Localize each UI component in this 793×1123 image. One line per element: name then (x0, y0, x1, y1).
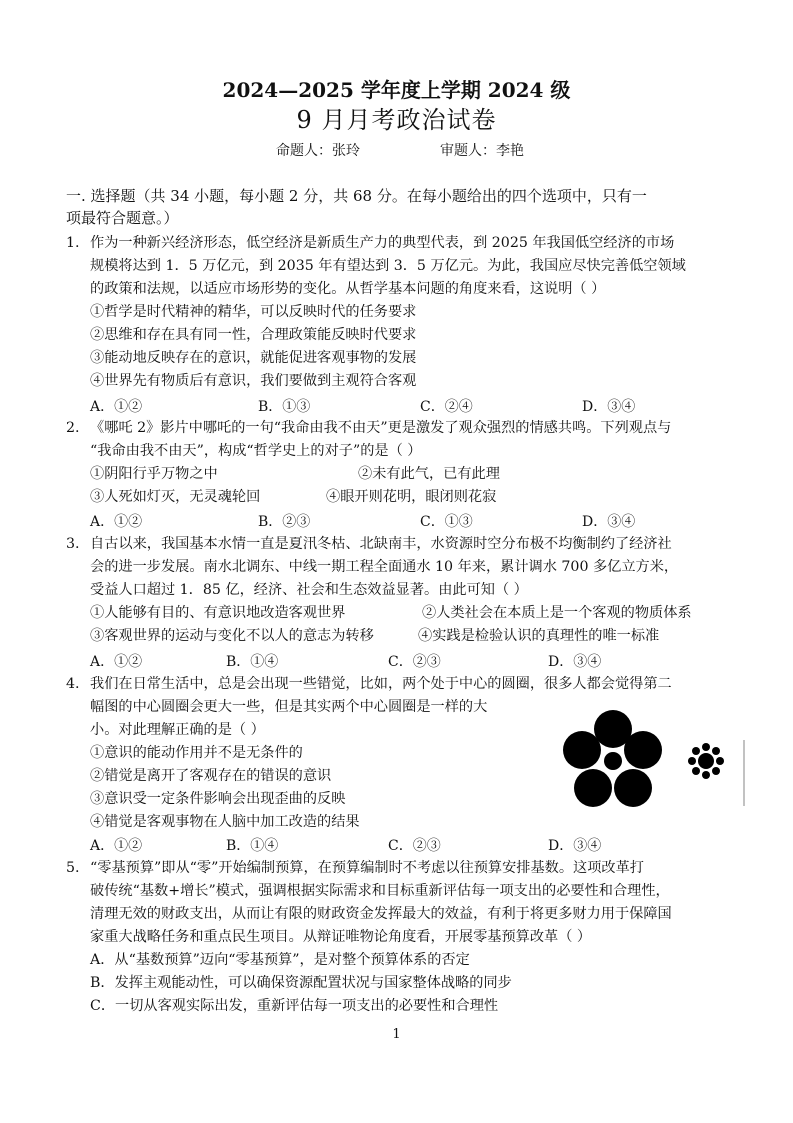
question-number: 3. (66, 536, 80, 552)
q3-stem-line: 会的进一步发展。南水北调东、中线一期工程全面通水 10 年来，累计调水 700 多亿立方米， (90, 559, 679, 575)
q5-stem-line: 破传统“基数+增长”模式，强调根据实际需求和目标重新评估每一项支出的必要性和合理性， (90, 883, 670, 899)
q3-statement: ②人类社会在本质上是一个客观的物质体系 (422, 605, 692, 621)
q1-statement: ③能动地反映存在的意识，就能促进客观事物的发展 (90, 350, 417, 366)
q3-option-d: D．③④ (548, 654, 602, 670)
question-number: 1. (66, 235, 80, 251)
q1-option-b: B．①③ (258, 399, 311, 415)
q3-option-a: A．①② (90, 654, 143, 670)
q1-stem-line: 的政策和法规，以适应市场形势的变化。从哲学基本问题的角度来看，这说明（ ） (90, 281, 606, 297)
q1-statement: ①哲学是时代精神的精华，可以反映时代的任务要求 (90, 304, 417, 320)
q3-statement: ①人能够有目的、有意识地改造客观世界 (90, 605, 346, 621)
q2-option-c: C．①③ (420, 514, 473, 530)
q2-statement: ②未有此气，已有此理 (358, 466, 500, 482)
section-heading-line1: 一. 选择题（共 34 小题，每小题 2 分，共 68 分。在每小题给出的四个选项中，只有一 (66, 187, 647, 205)
q2-option-d: D．③④ (582, 514, 636, 530)
author-label: 命题人：张玲 (276, 143, 360, 159)
reviewer-label: 审题人：李艳 (440, 143, 524, 159)
q1-option-a: A．①② (90, 399, 143, 415)
q2-statement: ④眼开则花明，眼闭则花寂 (326, 489, 497, 505)
q2-stem-line: 《哪吒 2》影片中哪吒的一句“我命由我不由天”更是激发了观众强烈的情感共鸣。下列观点与 (90, 420, 672, 436)
q3-statement: ③客观世界的运动与变化不以人的意志为转移 (90, 628, 374, 644)
question-number: 2. (66, 420, 80, 436)
question-number: 4. (66, 676, 80, 692)
q4-option-c: C．②③ (388, 838, 441, 854)
q2-stem-line: “我命由我不由天”，构成“哲学史上的对子”的是（ ） (90, 443, 422, 459)
q4-stem-line: 我们在日常生活中，总是会出现一些错觉，比如，两个处于中心的圆圈，很多人都会觉得第二 (90, 676, 672, 692)
illusion-figure (548, 710, 748, 810)
q2-statement: ③人死如灯灭，无灵魂轮回 (90, 489, 261, 505)
q1-option-d: D．③④ (582, 399, 636, 415)
q2-option-b: B．②③ (258, 514, 311, 530)
page-number: 1 (392, 1027, 401, 1042)
q4-option-b: B．①④ (226, 838, 279, 854)
section-heading-line2: 项最符合题意。） (66, 209, 179, 227)
q3-option-b: B．①④ (226, 654, 279, 670)
q4-statement: ②错觉是离开了客观存在的错误的意识 (90, 768, 332, 784)
authors-row (276, 140, 524, 160)
q2-option-a: A．①② (90, 514, 143, 530)
q5-option-b: B．发挥主观能动性，可以确保资源配置状况与国家整体战略的同步 (90, 975, 512, 991)
q4-stem-line: 小。对此理解正确的是（ ） (90, 722, 265, 738)
q2-statement: ①阴阳行乎万物之中 (90, 466, 218, 482)
q4-statement: ④错觉是客观事物在人脑中加工改造的结果 (90, 814, 360, 830)
q4-option-d: D．③④ (548, 838, 602, 854)
q4-stem-line: 幅图的中心圆圈会更大一些，但是其实两个中心圆圈是一样的大 (90, 699, 488, 715)
q1-statement: ④世界先有物质后有意识，我们要做到主观符合客观 (90, 373, 417, 389)
q4-statement: ①意识的能动作用并不是无条件的 (90, 745, 303, 761)
q5-stem-line: “零基预算”即从“零”开始编制预算，在预算编制时不考虑以往预算安排基数。这项改革打 (90, 860, 644, 876)
q3-stem-line: 自古以来，我国基本水情一直是夏汛冬枯、北缺南丰，水资源时空分布极不均衡制约了经济社 (90, 536, 672, 552)
q1-option-c: C．②④ (420, 399, 473, 415)
exam-title-line2: 9 月月考政治试卷 (296, 106, 497, 134)
exam-title-line1: 2024—2025 学年度上学期 2024 级 (222, 78, 571, 102)
question-number: 5. (66, 860, 80, 876)
q1-stem-line: 规模将达到 1．5 万亿元，到 2035 年有望达到 3．5 万亿元。为此，我国应尽快完善低空领域 (90, 258, 686, 274)
q1-statement: ②思维和存在具有同一性，合理政策能反映时代要求 (90, 327, 417, 343)
q1-stem-line: 作为一种新兴经济形态，低空经济是新质生产力的典型代表，到 2025 年我国低空经济的市场 (90, 235, 675, 251)
illusion-center-circle-2 (698, 753, 714, 769)
q3-statement: ④实践是检验认识的真理性的唯一标准 (418, 628, 660, 644)
illusion-center-circle-1 (604, 752, 622, 770)
q5-option-a: A．从“基数预算”迈向“零基预算”，是对整个预算体系的否定 (90, 952, 470, 968)
q4-option-a: A．①② (90, 838, 143, 854)
q5-option-c: C．一切从客观实际出发，重新评估每一项支出的必要性和合理性 (90, 998, 499, 1014)
q5-stem-line: 清理无效的财政支出，从而让有限的财政资金发挥最大的效益，有利于将更多财力用于保障国 (90, 906, 672, 922)
q5-stem-line: 家重大战略任务和重点民生项目。从辩证唯物论角度看，开展零基预算改革（ ） (90, 929, 592, 945)
q3-stem-line: 受益人口超过 1．85 亿，经济、社会和生态效益显著。由此可知（ ） (90, 582, 528, 598)
q4-statement: ③意识受一定条件影响会出现歪曲的反映 (90, 791, 346, 807)
q3-option-c: C．②③ (388, 654, 441, 670)
